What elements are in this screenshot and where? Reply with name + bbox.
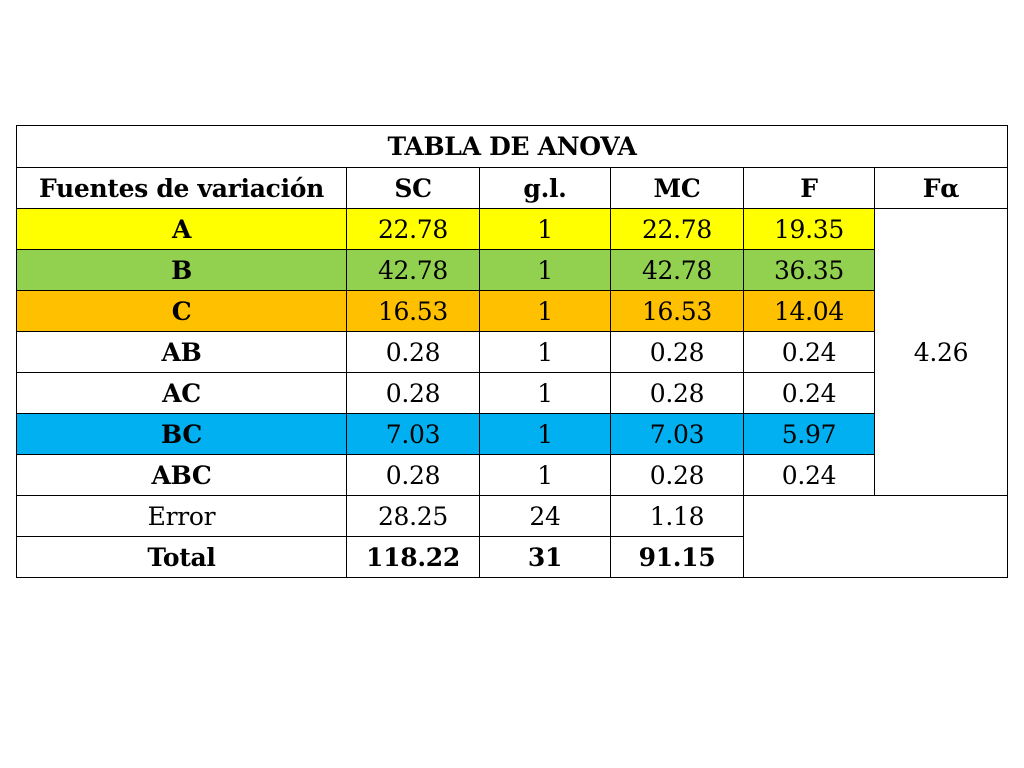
row-sc: 22.78 <box>347 209 480 250</box>
table-row <box>17 332 1008 373</box>
row-gl: 1 <box>480 373 611 414</box>
row-gl: 1 <box>480 414 611 455</box>
header-sc: SC <box>347 168 480 209</box>
error-sc: 28.25 <box>347 496 480 537</box>
title-row <box>17 126 1008 168</box>
row-f: 0.24 <box>744 373 875 414</box>
table-row <box>17 455 1008 496</box>
total-mc: 91.15 <box>611 537 744 578</box>
header-mc: MC <box>611 168 744 209</box>
row-gl: 1 <box>480 209 611 250</box>
header-gl: g.l. <box>480 168 611 209</box>
row-gl: 1 <box>480 455 611 496</box>
row-f: 0.24 <box>744 332 875 373</box>
row-source: AC <box>17 373 347 414</box>
row-mc: 7.03 <box>611 414 744 455</box>
row-mc: 0.28 <box>611 373 744 414</box>
total-sc: 118.22 <box>347 537 480 578</box>
row-f: 19.35 <box>744 209 875 250</box>
falpha-value: 4.26 <box>875 209 1008 496</box>
error-source: Error <box>17 496 347 537</box>
row-gl: 1 <box>480 332 611 373</box>
table-row <box>17 414 1008 455</box>
row-source: A <box>17 209 347 250</box>
row-f: 5.97 <box>744 414 875 455</box>
row-source: BC <box>17 414 347 455</box>
error-mc: 1.18 <box>611 496 744 537</box>
total-source: Total <box>17 537 347 578</box>
row-source: AB <box>17 332 347 373</box>
anova-table-body <box>17 126 1008 578</box>
row-sc: 0.28 <box>347 373 480 414</box>
row-gl: 1 <box>480 250 611 291</box>
table-title: TABLA DE ANOVA <box>17 126 1008 168</box>
row-source: B <box>17 250 347 291</box>
row-mc: 0.28 <box>611 455 744 496</box>
row-mc: 42.78 <box>611 250 744 291</box>
row-sc: 16.53 <box>347 291 480 332</box>
table-row <box>17 291 1008 332</box>
row-mc: 22.78 <box>611 209 744 250</box>
row-source: ABC <box>17 455 347 496</box>
row-sc: 7.03 <box>347 414 480 455</box>
table-row <box>17 209 1008 250</box>
row-mc: 0.28 <box>611 332 744 373</box>
row-f: 0.24 <box>744 455 875 496</box>
row-sc: 0.28 <box>347 455 480 496</box>
header-falpha: Fα <box>875 168 1008 209</box>
header-source: Fuentes de variación <box>17 168 347 209</box>
row-f: 36.35 <box>744 250 875 291</box>
anova-table <box>16 125 1008 578</box>
table-row <box>17 250 1008 291</box>
table-row <box>17 373 1008 414</box>
header-row <box>17 168 1008 209</box>
row-mc: 16.53 <box>611 291 744 332</box>
row-sc: 0.28 <box>347 332 480 373</box>
row-gl: 1 <box>480 291 611 332</box>
empty-cell <box>744 496 1008 578</box>
header-f: F <box>744 168 875 209</box>
total-gl: 31 <box>480 537 611 578</box>
row-f: 14.04 <box>744 291 875 332</box>
row-source: C <box>17 291 347 332</box>
error-row <box>17 496 1008 537</box>
row-sc: 42.78 <box>347 250 480 291</box>
error-gl: 24 <box>480 496 611 537</box>
